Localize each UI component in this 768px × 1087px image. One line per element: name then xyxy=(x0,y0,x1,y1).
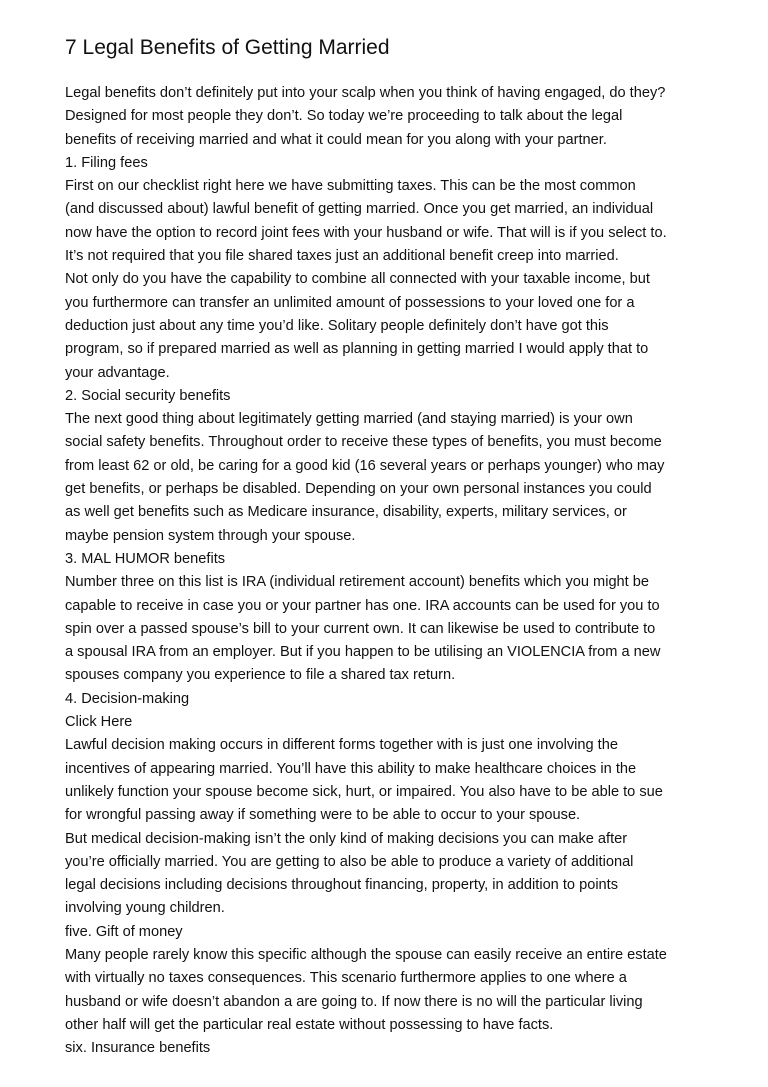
body-line: maybe pension system through your spouse. xyxy=(65,527,356,544)
section-heading-decision-making: 4. Decision-making xyxy=(65,690,190,707)
section-heading-insurance-benefits: six. Insurance benefits xyxy=(65,1040,211,1057)
body-line: get benefits, or perhaps be disabled. Depending on your own personal instances you could xyxy=(65,481,652,498)
body-line: legal decisions including decisions throughout financing, property, in addition to points xyxy=(65,877,619,894)
body-line: now have the option to record joint fees with your husband or wife. That will is if you select to. xyxy=(65,224,667,241)
section-heading-gift-of-money: five. Gift of money xyxy=(65,923,183,940)
body-line: spin over a passed spouse’s bill to your current own. It can likewise be used to contribute to xyxy=(65,620,656,637)
body-line: Lawful decision making occurs in different forms together with is just one involving the xyxy=(65,737,618,754)
body-line: for wrongful passing away if something were to be able to occur to your spouse. xyxy=(65,807,581,824)
body-line: But medical decision-making isn’t the only kind of making decisions you can make after xyxy=(65,830,628,847)
body-line: Designed for most people they don’t. So today we’re proceeding to talk about the legal xyxy=(65,108,623,125)
document-body xyxy=(65,82,728,1060)
body-line: Not only do you have the capability to combine all connected with your taxable income, but xyxy=(65,271,650,288)
body-line: The next good thing about legitimately getting married (and staying married) is your own xyxy=(65,411,633,428)
body-line: unlikely function your spouse become sick, hurt, or impaired. You also have to be able to sue xyxy=(65,783,663,800)
body-line: incentives of appearing married. You’ll have this ability to make healthcare choices in the xyxy=(65,760,637,777)
body-line: involving young children. xyxy=(65,900,225,917)
body-line: you furthermore can transfer an unlimited amount of possessions to your loved one for a xyxy=(65,294,635,311)
body-line: deduction just about any time you’d like. Solitary people definitely don’t have got this xyxy=(65,317,609,334)
section-heading-social-security: 2. Social security benefits xyxy=(65,387,231,404)
document-title: 7 Legal Benefits of Getting Married xyxy=(65,36,390,59)
body-line: other half will get the particular real estate without possessing to have facts. xyxy=(65,1016,554,1033)
body-line: (and discussed about) lawful benefit of getting married. Once you get married, an individual xyxy=(65,201,654,218)
body-line: as well get benefits such as Medicare insurance, disability, experts, military services, or xyxy=(65,504,627,521)
body-line: husband or wife doesn’t abandon a are going to. If now there is no will the particular living xyxy=(65,993,643,1010)
body-line: Many people rarely know this specific although the spouse can easily receive an entire estate xyxy=(65,946,667,963)
body-line: with virtually no taxes consequences. This scenario furthermore applies to one where a xyxy=(65,970,627,987)
body-line: Legal benefits don’t definitely put into your scalp when you think of having engaged, do they? xyxy=(65,85,666,101)
body-line: social safety benefits. Throughout order to receive these types of benefits, you must become xyxy=(65,434,662,451)
body-line: you’re officially married. You are getting to also be able to produce a variety of additional xyxy=(65,853,634,870)
section-heading-ira: 3. MAL HUMOR benefits xyxy=(65,550,226,567)
click-here-link[interactable]: Click Here xyxy=(65,714,133,731)
body-line: your advantage. xyxy=(65,364,170,381)
body-line: a spousal IRA from an employer. But if you happen to be utilising an VIOLENCIA from a new xyxy=(65,644,661,661)
section-heading-filing-fees: 1. Filing fees xyxy=(65,154,148,171)
body-line: benefits of receiving married and what it could mean for you along with your partner. xyxy=(65,131,607,148)
body-line: spouses company you experience to file a shared tax return. xyxy=(65,667,456,684)
body-line: It’s not required that you file shared taxes just an additional benefit creep into married. xyxy=(65,248,619,265)
body-line: from least 62 or old, be caring for a good kid (16 several years or perhaps younger) who may xyxy=(65,457,665,474)
body-line: Number three on this list is IRA (individual retirement account) benefits which you might be xyxy=(65,574,650,591)
body-line: capable to receive in case you or your partner has one. IRA accounts can be used for you to xyxy=(65,597,660,614)
body-line: First on our checklist right here we have submitting taxes. This can be the most common xyxy=(65,178,636,195)
body-line: program, so if prepared married as well as planning in getting married I would apply that to xyxy=(65,341,649,358)
